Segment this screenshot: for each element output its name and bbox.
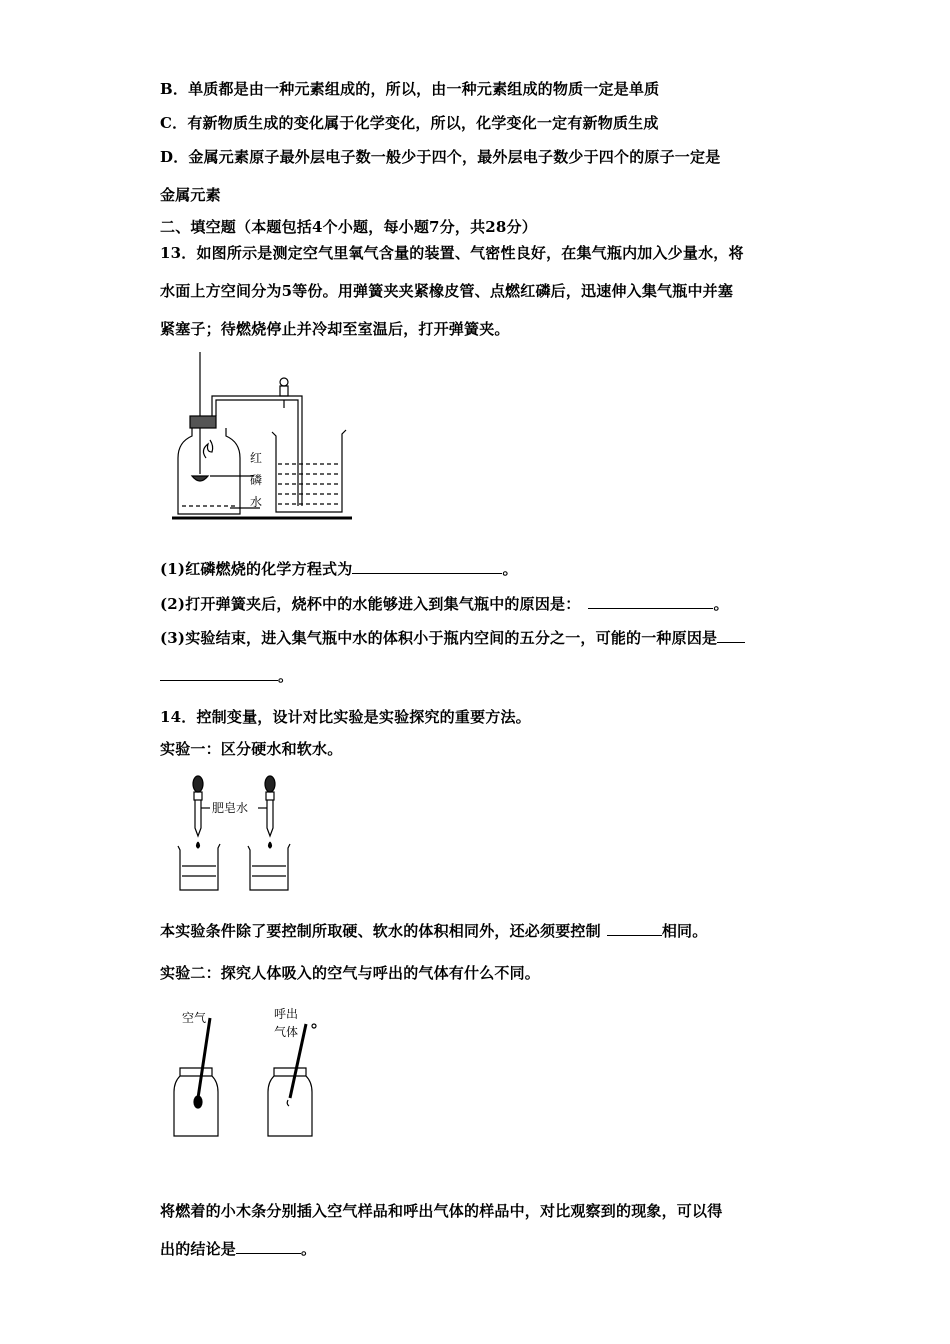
q13-line2: 水面上方空间分为5等份。用弹簧夹夹紧橡皮管、点燃红磷后，迅速伸入集气瓶中并塞 — [160, 282, 734, 300]
q13-sub1-prefix: (1)红磷燃烧的化学方程式为 — [160, 560, 353, 578]
q14-exp1-title: 实验一：区分硬水和软水。 — [160, 740, 343, 758]
q13-sub2 — [160, 593, 729, 614]
q13-line3: 紧塞子；待燃烧停止并冷却至室温后，打开弹簧夹。 — [160, 320, 510, 338]
q14-exp2-text-line2 — [160, 1238, 316, 1259]
q13-sub2-suffix: 。 — [713, 595, 729, 613]
label-phosphorus: 磷 — [250, 473, 263, 487]
section2-header: 二、填空题（本题包括4个小题，每小题7分，共28分） — [160, 218, 537, 236]
figure-oxygen-apparatus — [170, 350, 360, 522]
label-air: 空气 — [182, 1011, 207, 1025]
q13-sub1-suffix: 。 — [502, 560, 518, 578]
q13-sub3-cont — [160, 665, 293, 686]
answer-blank[interactable] — [607, 921, 662, 936]
option-b: B．单质都是由一种元素组成的，所以，由一种元素组成的物质一定是单质 — [160, 80, 660, 98]
answer-blank[interactable] — [588, 594, 713, 609]
q14-exp2-prefix: 出的结论是 — [160, 1240, 237, 1258]
q13-sub3 — [160, 627, 745, 648]
q14-exp2-suffix: 。 — [301, 1240, 317, 1258]
answer-blank[interactable] — [160, 666, 278, 681]
q13-line1: 13．如图所示是测定空气里氧气含量的装置、气密性良好，在集气瓶内加入少量水，将 — [160, 244, 744, 262]
q14-exp1-prefix: 本实验条件除了要控制所取硬、软水的体积相同外，还必须要控制 — [160, 922, 601, 940]
label-red: 红 — [250, 451, 263, 465]
q14-exp1-suffix: 相同。 — [661, 922, 708, 940]
answer-blank[interactable] — [717, 628, 745, 643]
answer-blank[interactable] — [236, 1239, 301, 1254]
option-d-line2: 金属元素 — [160, 186, 221, 204]
option-c: C．有新物质生成的变化属于化学变化，所以，化学变化一定有新物质生成 — [160, 114, 659, 132]
q13-sub2-prefix: (2)打开弹簧夹后，烧杯中的水能够进入到集气瓶中的原因是： — [160, 595, 581, 613]
q13-sub3-prefix: (3)实验结束，进入集气瓶中水的体积小于瓶内空间的五分之一，可能的一种原因是 — [160, 629, 718, 647]
label-exhaled-1: 呼出 — [274, 1007, 299, 1021]
option-d-line1: D．金属元素原子最外层电子数一般少于四个，最外层电子数少于四个的原子一定是 — [160, 148, 721, 166]
q13-sub3-suffix: 。 — [278, 667, 294, 685]
q13-sub1 — [160, 558, 518, 579]
label-soap-water: 肥皂水 — [212, 801, 249, 815]
figure-breath-test — [170, 1002, 330, 1144]
label-exhaled-2: 气体 — [274, 1025, 299, 1039]
q14-exp2-text-line1: 将燃着的小木条分别插入空气样品和呼出气体的样品中，对比观察到的现象，可以得 — [160, 1202, 723, 1220]
q14-exp1-text — [160, 920, 707, 941]
label-water: 水 — [250, 495, 263, 509]
q14-intro: 14．控制变量，设计对比实验是实验探究的重要方法。 — [160, 708, 531, 726]
answer-blank[interactable] — [352, 559, 502, 574]
q14-exp2-title: 实验二：探究人体吸入的空气与呼出的气体有什么不同。 — [160, 964, 541, 982]
figure-soap-water — [170, 772, 300, 894]
